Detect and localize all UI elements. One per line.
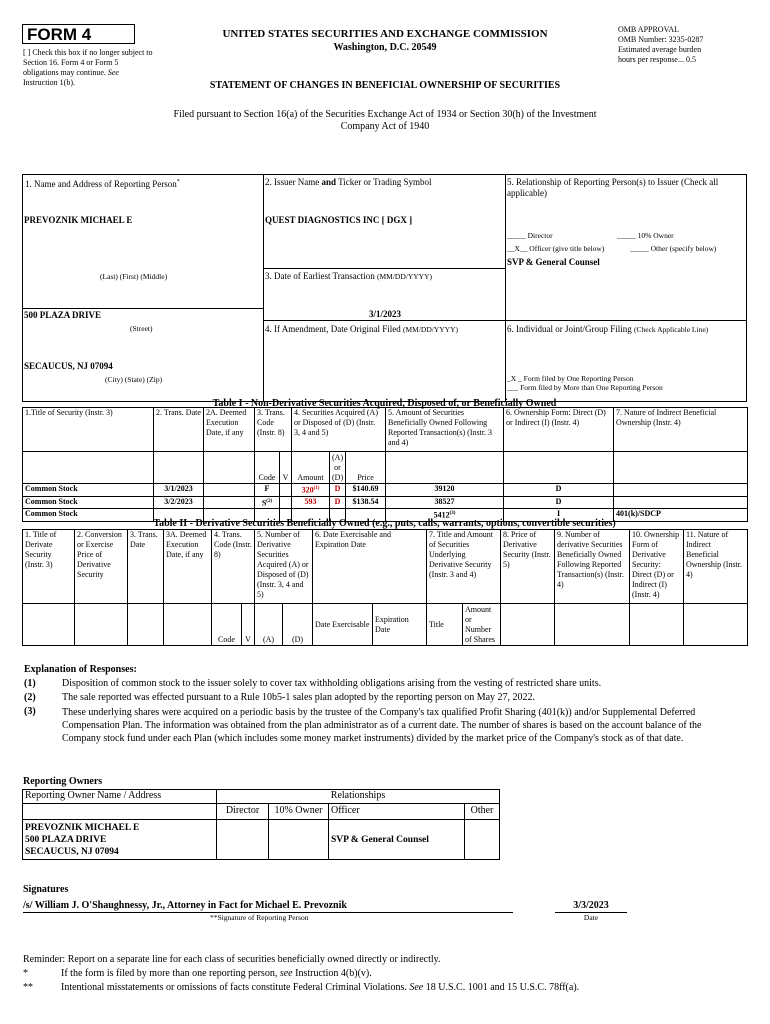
reporting-owners-table (22, 789, 500, 860)
city-label: (City) (State) (Zip) (105, 375, 163, 384)
box6-label: 6. Individual or Joint/Group Filing (Check Applicable Line) (507, 324, 709, 334)
issuer-name: QUEST DIAGNOSTICS INC [ DGX ] (265, 215, 413, 225)
t2-sub-date-ex: Date Exercisable (313, 604, 373, 646)
t1-head-nature: 7. Nature of Indirect Beneficial Ownership (Instr. 4) (614, 408, 748, 452)
t2-head-deemed: 3A. Deemed Execution Date, if any (164, 530, 212, 604)
t2-head-owned: 9. Number of derivative Securities Beneficially Owned Following Reported Transaction(s) (Instr. 4) (555, 530, 630, 604)
statement-title: STATEMENT OF CHANGES IN BENEFICIAL OWNERSHIP OF SECURITIES (209, 80, 561, 91)
t1-head-form: 6. Ownership Form: Direct (D) or Indirect (I) (Instr. 4) (504, 408, 614, 452)
t1-head-title: 1.Title of Security (Instr. 3) (23, 408, 154, 452)
signatures-heading: Signatures (23, 884, 69, 895)
t1-sub-aord: (A) or (D) (330, 452, 346, 484)
t2-head-code: 4. Trans. Code (Instr. 8) (212, 530, 255, 604)
omb-approval: OMB APPROVAL OMB Number: 3235-0287 Estimated average burden hours per response... 0.5 (618, 25, 704, 64)
filed-by-one-checkbox[interactable]: _X _ Form filed by One Reporting Person (507, 374, 634, 383)
footnote-2: The sale reported was effected pursuant to a Rule 10b5-1 sales plan adopted by the reporting person on May 27, 2022. (62, 692, 536, 703)
owners-heading: Reporting Owners (23, 776, 103, 787)
t1-head-acquired: 4. Securities Acquired (A) or Disposed of (D) (Instr. 3, 4 and 5) (292, 408, 386, 452)
note2: Intentional misstatements or omissions of facts constitute Federal Criminal Violations. See 18 U.S.C. 1001 and 15 U.S.C. 78ff(a). (61, 982, 580, 993)
t1-head-code: 3. Trans. Code (Instr. 8) (255, 408, 292, 452)
footnote-3-num: (3) (24, 706, 36, 717)
t2-head-underlying: 7. Title and Amount of Securities Underlying Derivative Security (Instr. 3 and 4) (427, 530, 501, 604)
owners-col-director: Director (217, 804, 269, 820)
filed-pursuant: Filed pursuant to Section 16(a) of the Securities Exchange Act of 1934 or Section 30(h) of the Investment Company Act of 1940 (173, 109, 597, 132)
box1-label: 1. Name and Address of Reporting Person* (25, 179, 180, 189)
t2-head-deriv-price: 8. Price of Derivative Security (Instr. 5) (501, 530, 555, 604)
t2-sub-amount: Amount or Number of Shares (463, 604, 501, 646)
officer-title: SVP & General Counsel (507, 257, 600, 267)
box3-label: 3. Date of Earliest Transaction (MM/DD/YYYY) (265, 271, 432, 281)
t1-head-deemed: 2A. Deemed Execution Date, if any (204, 408, 255, 452)
table-row: Common Stock 3/2/2023 $S^{(2)}$ 593 D $138.54 38527 D (23, 496, 748, 509)
box5-label: 5. Relationship of Reporting Person(s) to Issuer (Check all applicable) (507, 177, 719, 198)
agency-name: UNITED STATES SECURITIES AND EXCHANGE COMMISSION (222, 28, 548, 40)
signature-date: 3/3/2023 (555, 900, 627, 913)
reporting-person-name: PREVOZNIK MICHAEL E (24, 215, 133, 225)
earliest-transaction-date: 3/1/2023 (369, 309, 402, 319)
t2-head-form: 10. Ownership Form of Derivative Security: Direct (D) or Indirect (I) (Instr. 4) (630, 530, 684, 604)
table-row: PREVOZNIK MICHAEL E 500 PLAZA DRIVE SECAUCUS, NJ 07094 SVP & General Counsel (23, 820, 500, 860)
t2-sub-v: V (242, 604, 255, 646)
signature-label: **Signature of Reporting Person (210, 913, 309, 922)
note1-mark: * (23, 968, 28, 979)
box2-label: 2. Issuer Name and Ticker or Trading Symbol (265, 177, 432, 187)
table-row: Common Stock 3/1/2023 F 320$^{(1)}$ D $140.69 39120 D (23, 484, 748, 497)
reminder: Reminder: Report on a separate line for each class of securities beneficially owned directly or indirectly. (23, 954, 441, 965)
note2-mark: ** (23, 982, 33, 993)
t2-head-nature: 11. Nature of Indirect Beneficial Ownership (Instr. 4) (684, 530, 748, 604)
other-checkbox[interactable]: _____ Other (specify below) (630, 244, 717, 253)
reporting-city: SECAUCUS, NJ 07094 (24, 361, 113, 371)
footnote-1: Disposition of common stock to the issuer solely to cover tax withholding obligations arising from the vesting of restricted share units. (62, 678, 602, 689)
ten-percent-owner-checkbox[interactable]: _____ 10% Owner (617, 231, 674, 240)
check-box-notice[interactable]: [ ] Check this box if no longer subject to Section 16. Form 4 or Form 5 obligations may continue. See Instruction 1(b). (23, 48, 153, 87)
footnote-3: These underlying shares were acquired on a periodic basis by the trustee of the Company's tax qualified Profit Sharing (401(k)) and/or Supplemental Deferred Compensation Plan. The information was obtained from the plan administrator as of a current date. The number of shares is based on the account balance of the Company stock fund under each Plan (which includes some money market instruments) divided by the market price of the Company's stock as of that date. (62, 707, 702, 744)
t1-sub-code: Code (255, 452, 280, 484)
name-parts-label: (Last) (First) (Middle) (100, 272, 168, 281)
t2-head-price: 2. Conversion or Exercise Price of Derivative Security (75, 530, 128, 604)
t1-head-owned: 5. Amount of Securities Beneficially Owned Following Reported Transaction(s) (Instr. 3 and 4) (386, 408, 504, 452)
agency-city: Washington, D.C. 20549 (333, 42, 437, 53)
owners-col-ten: 10% Owner (269, 804, 329, 820)
table-row: Common Stock 5412$^{(3)}$ I 401(k)/SDCP (23, 509, 748, 522)
owners-col-officer: Officer (329, 804, 465, 820)
reporting-street: 500 PLAZA DRIVE (24, 310, 102, 320)
officer-checkbox[interactable]: __X__ Officer (give title below) (507, 244, 605, 253)
owners-col-rel: Relationships (217, 790, 500, 804)
box4-label: 4. If Amendment, Date Original Filed (MM/DD/YYYY) (265, 324, 458, 334)
street-label: (Street) (130, 324, 153, 333)
table1-title: Table I - Non-Derivative Securities Acquired, Disposed of, or Beneficially Owned (212, 398, 557, 409)
form-title: FORM 4 (22, 24, 135, 44)
t2-sub-code: Code (212, 604, 242, 646)
t2-head-title: 1. Title of Derivate Security (Instr. 3) (23, 530, 75, 604)
owners-col-name: Reporting Owner Name / Address (23, 790, 217, 804)
t2-head-number: 5. Number of Derivative Securities Acquired (A) or Disposed of (D) (Instr. 3, 4 and 5) (255, 530, 313, 604)
note1: If the form is filed by more than one reporting person, see Instruction 4(b)(v). (61, 968, 372, 979)
signature-line: /s/ William J. O'Shaughnessy, Jr., Attorney in Fact for Michael E. Prevoznik (23, 900, 513, 913)
t2-sub-exp: Expiration Date (373, 604, 427, 646)
t1-sub-amount: Amount (292, 452, 330, 484)
director-checkbox[interactable]: _____ Director (507, 231, 553, 240)
t2-head-date: 3. Trans. Date (128, 530, 164, 604)
reporting-info-box (22, 174, 747, 402)
t2-head-dates: 6. Date Exercisable and Expiration Date (313, 530, 427, 604)
t1-head-date: 2. Trans. Date (154, 408, 204, 452)
table2-derivative (22, 529, 748, 646)
owners-col-other: Other (465, 804, 500, 820)
signature-date-label: Date (583, 913, 599, 922)
t1-sub-v: V (280, 452, 292, 484)
footnote-1-num: (1) (24, 678, 36, 689)
filed-by-more-checkbox[interactable]: ___ Form filed by More than One Reporting Person (507, 383, 663, 392)
footnote-2-num: (2) (24, 692, 36, 703)
table1-non-derivative (22, 407, 748, 522)
explanation-heading: Explanation of Responses: (24, 664, 137, 675)
owner-officer-title: SVP & General Counsel (329, 820, 465, 860)
t2-sub-d: (D) (283, 604, 313, 646)
table2-title: Table II - Derivative Securities Beneficially Owned (e.g., puts, calls, warrants, options, convertible securities) (153, 518, 616, 529)
t2-sub-a: (A) (255, 604, 283, 646)
t2-sub-title: Title (427, 604, 463, 646)
t1-sub-price: Price (346, 452, 386, 484)
